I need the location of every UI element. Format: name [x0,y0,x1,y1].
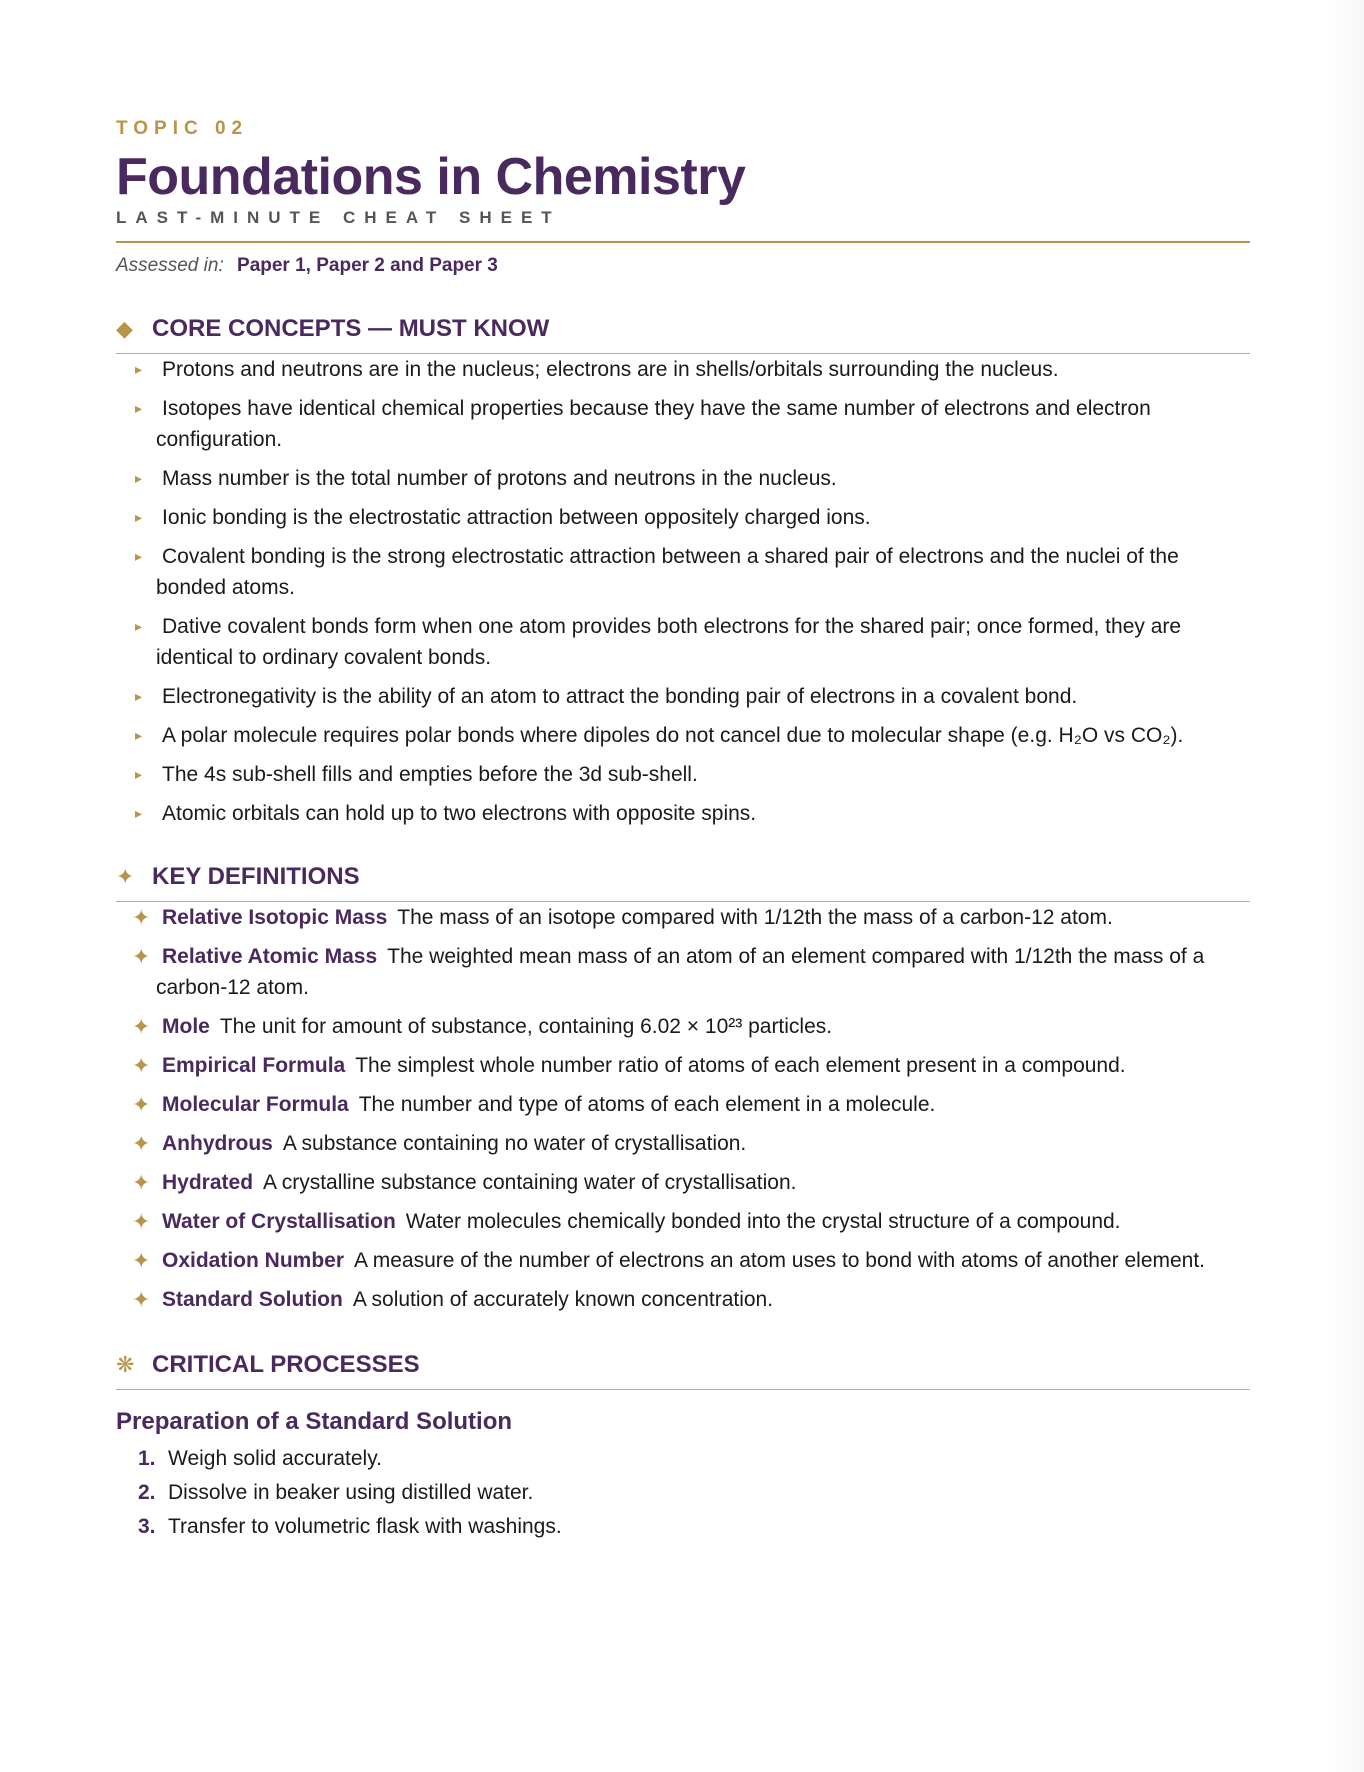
topic-label: TOPIC 02 [116,118,249,139]
definition-text: The simplest whole number ratio of atoms of each element present in a compound. [355,1054,1126,1077]
star-bullet-icon: ✦ [132,1053,151,1078]
definition-term: Oxidation Number [162,1249,345,1272]
section-title: CRITICAL PROCESSES [152,1351,420,1378]
definition-item [116,1167,1250,1198]
list-item: ▸ The 4s sub-shell fills and empties before the 3d sub-shell. [116,759,1250,790]
triangle-bullet-icon: ▸ [135,688,143,704]
assessed-line [116,255,1250,277]
triangle-bullet-icon: ▸ [135,727,143,743]
star-bullet-icon: ✦ [132,1014,151,1039]
star-bullet-icon: ✦ [132,1248,151,1273]
section-core-concepts-heading [116,315,1250,354]
process-step [116,1442,1250,1476]
star-bullet-icon: ✦ [132,905,151,930]
list-item: ▸ Covalent bonding is the strong electrostatic attraction between a shared pair of electrons and the nuclei of the bonded atoms. [116,541,1250,603]
step-number: 3. [138,1515,156,1538]
definition-term: Relative Atomic Mass [162,945,378,968]
definition-text: A crystalline substance containing water of crystallisation. [263,1171,797,1194]
four-point-star-icon: ✦ [116,864,135,889]
definition-item [116,1206,1250,1237]
step-text: Dissolve in beaker using distilled water. [168,1481,534,1504]
step-text: Transfer to volumetric flask with washings. [168,1515,562,1538]
definition-text: The number and type of atoms of each element in a molecule. [358,1093,936,1116]
process-title: Preparation of a Standard Solution [116,1408,513,1435]
process-step [116,1510,1250,1544]
cheat-sheet-page [116,0,1250,1544]
star-bullet-icon: ✦ [132,1287,151,1312]
star-bullet-icon: ✦ [132,1209,151,1234]
list-item: ▸ Ionic bonding is the electrostatic attraction between oppositely charged ions. [116,502,1250,533]
definition-term: Standard Solution [162,1288,343,1311]
triangle-bullet-icon: ▸ [135,509,143,525]
list-item: ▸ Atomic orbitals can hold up to two electrons with opposite spins. [116,798,1250,829]
definition-item [116,1245,1250,1276]
definition-item [116,941,1250,1003]
triangle-bullet-icon: ▸ [135,548,143,564]
page-title: Foundations in Chemistry [116,148,746,206]
star-bullet-icon: ✦ [132,1092,151,1117]
section-critical-processes-heading [116,1351,1250,1390]
definition-text: A substance containing no water of crystallisation. [282,1132,747,1155]
definition-term: Relative Isotopic Mass [162,906,388,929]
triangle-bullet-icon: ▸ [135,805,143,821]
definition-term: Hydrated [162,1171,254,1194]
definition-text: A measure of the number of electrons an atom uses to bond with atoms of another element. [354,1249,1206,1272]
page-subtitle: LAST-MINUTE CHEAT SHEET [116,208,561,227]
definition-text: A solution of accurately known concentration. [352,1288,774,1311]
process-steps-list [116,1442,1250,1544]
definition-item [116,1128,1250,1159]
triangle-bullet-icon: ▸ [135,618,143,634]
list-item: ▸ Protons and neutrons are in the nucleus; electrons are in shells/orbitals surrounding the nucleus. [116,354,1250,385]
core-concepts-list [116,354,1250,829]
definition-text: The unit for amount of substance, containing 6.02 × 10²³ particles. [219,1015,833,1038]
definition-item [116,1050,1250,1081]
step-number: 2. [138,1481,156,1504]
definition-item [116,1089,1250,1120]
list-item: ▸ Mass number is the total number of protons and neutrons in the nucleus. [116,463,1250,494]
definition-term: Water of Crystallisation [162,1210,396,1233]
definition-term: Anhydrous [162,1132,273,1155]
star-bullet-icon: ✦ [132,944,151,969]
list-item: ▸ Isotopes have identical chemical properties because they have the same number of electrons and electron configuration. [116,393,1250,455]
definition-item [116,1284,1250,1315]
star-bullet-icon: ✦ [132,1131,151,1156]
definition-item [116,902,1250,933]
definition-text: The mass of an isotope compared with 1/12th the mass of a carbon-12 atom. [397,906,1113,929]
step-text: Weigh solid accurately. [168,1447,382,1470]
star-bullet-icon: ✦ [132,1170,151,1195]
diamond-icon: ◆ [116,316,133,341]
list-item: ▸ Dative covalent bonds form when one atom provides both electrons for the shared pair; once formed, they are identical to ordinary covalent bonds. [116,611,1250,673]
key-definitions-list [116,902,1250,1315]
assessed-label: Assessed in: [116,255,224,276]
definition-text: The weighted mean mass of an atom of an element compared with 1/12th the mass of a carbon-12 atom. [156,945,1205,999]
section-key-definitions-heading [116,863,1250,902]
list-item: ▸ A polar molecule requires polar bonds where dipoles do not cancel due to molecular shape (e.g. H₂O vs CO₂). [116,720,1250,751]
definition-term: Empirical Formula [162,1054,346,1077]
definition-text: Water molecules chemically bonded into the crystal structure of a compound. [405,1210,1121,1233]
section-title: KEY DEFINITIONS [152,863,360,890]
triangle-bullet-icon: ▸ [135,766,143,782]
assessed-value: Paper 1, Paper 2 and Paper 3 [237,255,498,276]
triangle-bullet-icon: ▸ [135,361,143,377]
definition-item [116,1011,1250,1042]
step-number: 1. [138,1447,156,1470]
asterisk-flower-icon: ❋ [116,1352,135,1377]
definition-term: Molecular Formula [162,1093,349,1116]
triangle-bullet-icon: ▸ [135,400,143,416]
definition-term: Mole [162,1015,210,1038]
triangle-bullet-icon: ▸ [135,470,143,486]
section-title: CORE CONCEPTS — MUST KNOW [152,315,550,342]
list-item: ▸ Electronegativity is the ability of an atom to attract the bonding pair of electrons in a covalent bond. [116,681,1250,712]
process-step [116,1476,1250,1510]
header-divider [116,241,1250,243]
